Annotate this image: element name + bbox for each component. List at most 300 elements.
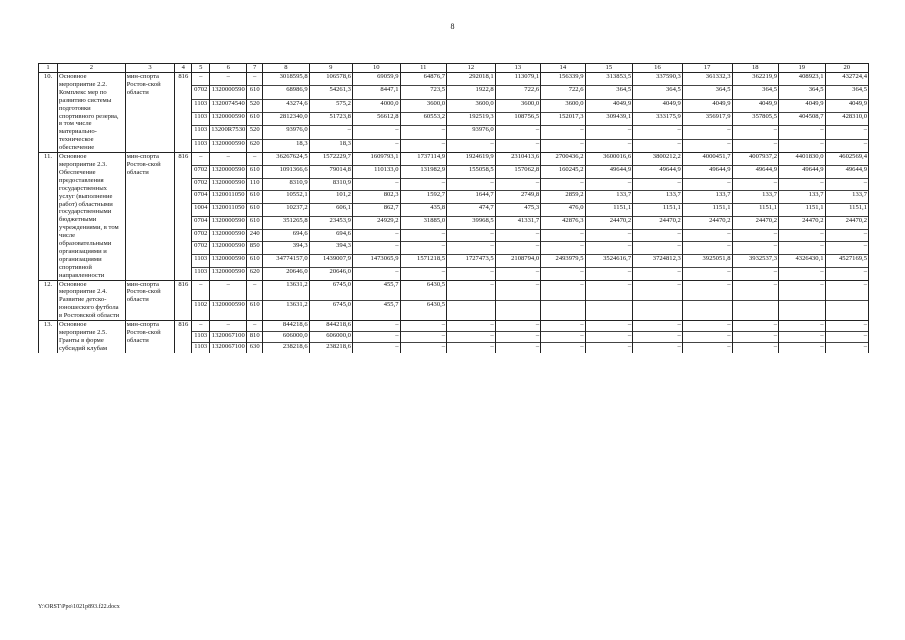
amount-cell: 60553,2 bbox=[400, 113, 447, 126]
amount-cell: 10237,2 bbox=[263, 204, 310, 217]
target-code: 1320000590 bbox=[210, 300, 247, 320]
amount-cell: – bbox=[585, 342, 633, 352]
amount-cell: – bbox=[585, 280, 633, 300]
target-code: 1320000590 bbox=[210, 139, 247, 152]
target-code: 1320000590 bbox=[210, 165, 247, 178]
grbs-code: 816 bbox=[175, 73, 192, 153]
column-number-19: 19 bbox=[779, 64, 826, 73]
measure-description: Основное мероприятие 2.4. Развитие детско-юношеского футбола в Ростовской области bbox=[58, 280, 126, 321]
expense-type-code: 610 bbox=[247, 113, 263, 126]
amount-cell: – bbox=[495, 229, 540, 242]
section-code: – bbox=[192, 153, 210, 166]
amount-cell: 24470,2 bbox=[682, 216, 732, 229]
amount-cell: – bbox=[682, 321, 732, 332]
section-code: 1103 bbox=[192, 332, 210, 343]
row-number: 13. bbox=[39, 321, 58, 353]
section-code: – bbox=[192, 73, 210, 86]
table-row bbox=[39, 153, 869, 166]
amount-cell: – bbox=[633, 242, 683, 255]
amount-cell: 4000,0 bbox=[352, 99, 400, 112]
amount-cell: 238218,6 bbox=[309, 342, 352, 352]
budget-table bbox=[38, 63, 869, 353]
amount-cell: 1572229,7 bbox=[309, 153, 352, 166]
amount-cell: – bbox=[447, 229, 496, 242]
amount-cell: – bbox=[825, 342, 868, 352]
amount-cell: 606000,0 bbox=[263, 332, 310, 343]
amount-cell: 3925051,8 bbox=[682, 255, 732, 268]
amount-cell: 133,7 bbox=[779, 191, 826, 204]
measure-description: Основное мероприятие 2.2. Комплекс мер по развитию системы подготовки спортивного резерва, в том числе материально-техническое обеспечение bbox=[58, 73, 126, 153]
amount-cell: 1151,1 bbox=[732, 204, 779, 217]
amount-cell: – bbox=[541, 332, 585, 343]
target-code: 1320067100 bbox=[210, 342, 247, 352]
amount-cell: 1737114,9 bbox=[400, 153, 447, 166]
column-number-8: 8 bbox=[263, 64, 310, 73]
expense-type-code: 610 bbox=[247, 255, 263, 268]
target-code: – bbox=[210, 153, 247, 166]
amount-cell: – bbox=[447, 139, 496, 152]
amount-cell: 41331,7 bbox=[495, 216, 540, 229]
section-code: 1103 bbox=[192, 255, 210, 268]
target-code: 1320067100 bbox=[210, 332, 247, 343]
amount-cell: 108756,5 bbox=[495, 113, 540, 126]
amount-cell: – bbox=[400, 342, 447, 352]
amount-cell: 10552,1 bbox=[263, 191, 310, 204]
amount-cell: – bbox=[541, 229, 585, 242]
amount-cell: 333175,9 bbox=[633, 113, 683, 126]
amount-cell: – bbox=[732, 139, 779, 152]
amount-cell: – bbox=[541, 321, 585, 332]
amount-cell: – bbox=[633, 139, 683, 152]
amount-cell: 192519,3 bbox=[447, 113, 496, 126]
amount-cell: – bbox=[309, 126, 352, 139]
section-code: 1004 bbox=[192, 204, 210, 217]
amount-cell: 133,7 bbox=[825, 191, 868, 204]
amount-cell: 157062,8 bbox=[495, 165, 540, 178]
expense-type-code: – bbox=[247, 280, 263, 300]
grbs-code: 816 bbox=[175, 280, 192, 321]
amount-cell: 49644,9 bbox=[585, 165, 633, 178]
section-code: 1103 bbox=[192, 126, 210, 139]
amount-cell: – bbox=[825, 242, 868, 255]
amount-cell: 13631,2 bbox=[263, 280, 310, 300]
amount-cell: 2493979,5 bbox=[541, 255, 585, 268]
amount-cell: 4527169,5 bbox=[825, 255, 868, 268]
amount-cell: – bbox=[779, 126, 826, 139]
amount-cell: – bbox=[779, 178, 826, 191]
amount-cell: – bbox=[585, 332, 633, 343]
amount-cell: 93976,0 bbox=[263, 126, 310, 139]
amount-cell: 3524616,7 bbox=[585, 255, 633, 268]
amount-cell: 309439,1 bbox=[585, 113, 633, 126]
amount-cell: – bbox=[585, 178, 633, 191]
section-code: – bbox=[192, 321, 210, 332]
amount-cell: – bbox=[633, 229, 683, 242]
amount-cell: 3018595,8 bbox=[263, 73, 310, 86]
target-code: – bbox=[210, 280, 247, 300]
column-number-13: 13 bbox=[495, 64, 540, 73]
amount-cell: 1151,1 bbox=[779, 204, 826, 217]
amount-cell: – bbox=[495, 267, 540, 280]
column-number-11: 11 bbox=[400, 64, 447, 73]
section-code: 0704 bbox=[192, 216, 210, 229]
target-code: 13200R7530 bbox=[210, 126, 247, 139]
amount-cell: 1644,7 bbox=[447, 191, 496, 204]
amount-cell: 313853,5 bbox=[585, 73, 633, 86]
amount-cell: 133,7 bbox=[732, 191, 779, 204]
section-code: 0702 bbox=[192, 165, 210, 178]
amount-cell: – bbox=[732, 280, 779, 300]
amount-cell: 1151,1 bbox=[682, 204, 732, 217]
expense-type-code: – bbox=[247, 153, 263, 166]
amount-cell: – bbox=[495, 242, 540, 255]
row-number: 11. bbox=[39, 153, 58, 281]
amount-cell: 6745,0 bbox=[309, 280, 352, 300]
amount-cell: – bbox=[541, 178, 585, 191]
amount-cell: – bbox=[779, 332, 826, 343]
row-number: 10. bbox=[39, 73, 58, 153]
amount-cell: 54261,3 bbox=[309, 86, 352, 99]
amount-cell: 24470,2 bbox=[825, 216, 868, 229]
amount-cell: – bbox=[825, 267, 868, 280]
section-code: 1103 bbox=[192, 342, 210, 352]
amount-cell: 1571218,5 bbox=[400, 255, 447, 268]
amount-cell: 1592,7 bbox=[400, 191, 447, 204]
amount-cell: 133,7 bbox=[585, 191, 633, 204]
amount-cell: 24470,2 bbox=[633, 216, 683, 229]
amount-cell: – bbox=[352, 229, 400, 242]
table-body bbox=[39, 73, 869, 353]
column-number-16: 16 bbox=[633, 64, 683, 73]
amount-cell: – bbox=[447, 342, 496, 352]
amount-cell: 4049,9 bbox=[585, 99, 633, 112]
amount-cell: 4049,9 bbox=[633, 99, 683, 112]
amount-cell: – bbox=[495, 332, 540, 343]
amount-cell: 79014,8 bbox=[309, 165, 352, 178]
column-number-18: 18 bbox=[732, 64, 779, 73]
amount-cell: 36267624,5 bbox=[263, 153, 310, 166]
amount-cell: 1091366,6 bbox=[263, 165, 310, 178]
amount-cell: 364,5 bbox=[779, 86, 826, 99]
amount-cell: 49644,9 bbox=[682, 165, 732, 178]
amount-cell: – bbox=[825, 139, 868, 152]
column-number-20: 20 bbox=[825, 64, 868, 73]
amount-cell: 606,1 bbox=[309, 204, 352, 217]
amount-cell: 2310413,6 bbox=[495, 153, 540, 166]
amount-cell: 56612,8 bbox=[352, 113, 400, 126]
target-code: 1320000590 bbox=[210, 242, 247, 255]
amount-cell: 3724812,3 bbox=[633, 255, 683, 268]
expense-type-code: 620 bbox=[247, 267, 263, 280]
amount-cell: 364,5 bbox=[732, 86, 779, 99]
amount-cell: 2108794,0 bbox=[495, 255, 540, 268]
amount-cell: 49644,9 bbox=[732, 165, 779, 178]
amount-cell: 131982,9 bbox=[400, 165, 447, 178]
amount-cell: 4326430,1 bbox=[779, 255, 826, 268]
amount-cell: 2749,8 bbox=[495, 191, 540, 204]
amount-cell: – bbox=[779, 242, 826, 255]
amount-cell: 4401830,0 bbox=[779, 153, 826, 166]
amount-cell: – bbox=[682, 229, 732, 242]
amount-cell bbox=[541, 300, 585, 320]
amount-cell: 694,6 bbox=[263, 229, 310, 242]
amount-cell: 18,3 bbox=[263, 139, 310, 152]
amount-cell: 1609793,1 bbox=[352, 153, 400, 166]
expense-type-code: 610 bbox=[247, 204, 263, 217]
amount-cell: – bbox=[400, 229, 447, 242]
target-code: 1320000590 bbox=[210, 86, 247, 99]
table-row bbox=[39, 280, 869, 300]
expense-type-code: – bbox=[247, 73, 263, 86]
amount-cell: – bbox=[682, 139, 732, 152]
amount-cell: 4049,9 bbox=[825, 99, 868, 112]
amount-cell: 49644,9 bbox=[633, 165, 683, 178]
amount-cell: – bbox=[585, 229, 633, 242]
amount-cell: – bbox=[352, 139, 400, 152]
amount-cell: 2812340,0 bbox=[263, 113, 310, 126]
amount-cell: 1924619,9 bbox=[447, 153, 496, 166]
amount-cell bbox=[633, 300, 683, 320]
amount-cell: – bbox=[732, 242, 779, 255]
amount-cell: 4049,9 bbox=[732, 99, 779, 112]
amount-cell: 23453,9 bbox=[309, 216, 352, 229]
column-number-1: 1 bbox=[39, 64, 58, 73]
amount-cell: 155058,5 bbox=[447, 165, 496, 178]
target-code: 1320011050 bbox=[210, 191, 247, 204]
executor: мин-спорта Ростов-ской области bbox=[125, 321, 175, 353]
amount-cell: 351265,8 bbox=[263, 216, 310, 229]
row-number: 12. bbox=[39, 280, 58, 321]
expense-type-code: 630 bbox=[247, 342, 263, 352]
amount-cell: – bbox=[779, 342, 826, 352]
amount-cell: 68986,9 bbox=[263, 86, 310, 99]
amount-cell: 34774157,0 bbox=[263, 255, 310, 268]
amount-cell: 6430,5 bbox=[400, 300, 447, 320]
amount-cell: – bbox=[633, 332, 683, 343]
amount-cell: 4000451,7 bbox=[682, 153, 732, 166]
amount-cell bbox=[732, 300, 779, 320]
section-code: – bbox=[192, 280, 210, 300]
amount-cell: – bbox=[400, 242, 447, 255]
amount-cell: 364,5 bbox=[633, 86, 683, 99]
amount-cell: – bbox=[732, 229, 779, 242]
column-number-15: 15 bbox=[585, 64, 633, 73]
amount-cell: 1151,1 bbox=[585, 204, 633, 217]
expense-type-code: 610 bbox=[247, 165, 263, 178]
amount-cell: – bbox=[447, 332, 496, 343]
amount-cell bbox=[585, 300, 633, 320]
amount-cell: – bbox=[541, 267, 585, 280]
amount-cell: – bbox=[541, 342, 585, 352]
amount-cell: – bbox=[400, 267, 447, 280]
amount-cell: 93976,0 bbox=[447, 126, 496, 139]
amount-cell: 152017,3 bbox=[541, 113, 585, 126]
amount-cell: – bbox=[495, 126, 540, 139]
amount-cell: 364,5 bbox=[585, 86, 633, 99]
amount-cell: – bbox=[447, 267, 496, 280]
target-code: 1320000590 bbox=[210, 113, 247, 126]
amount-cell: 110133,0 bbox=[352, 165, 400, 178]
section-code: 1103 bbox=[192, 99, 210, 112]
amount-cell bbox=[447, 300, 496, 320]
amount-cell: 133,7 bbox=[682, 191, 732, 204]
amount-cell: – bbox=[682, 242, 732, 255]
amount-cell: – bbox=[633, 267, 683, 280]
column-number-2: 2 bbox=[58, 64, 126, 73]
column-number-7: 7 bbox=[247, 64, 263, 73]
amount-cell: 394,3 bbox=[309, 242, 352, 255]
amount-cell: – bbox=[732, 178, 779, 191]
amount-cell: 49644,9 bbox=[779, 165, 826, 178]
amount-cell: 4049,9 bbox=[779, 99, 826, 112]
grbs-code: 816 bbox=[175, 321, 192, 353]
amount-cell: 292018,1 bbox=[447, 73, 496, 86]
amount-cell: – bbox=[400, 321, 447, 332]
executor: мин-спорта Ростов-ской области bbox=[125, 280, 175, 321]
measure-description: Основное мероприятие 2.5. Гранты в форме субсидий клубам bbox=[58, 321, 126, 353]
expense-type-code: 610 bbox=[247, 86, 263, 99]
amount-cell: 364,5 bbox=[682, 86, 732, 99]
amount-cell bbox=[825, 300, 868, 320]
amount-cell: 432724,4 bbox=[825, 73, 868, 86]
amount-cell: – bbox=[825, 321, 868, 332]
target-code: 1320011050 bbox=[210, 204, 247, 217]
amount-cell: – bbox=[400, 139, 447, 152]
amount-cell: 42876,3 bbox=[541, 216, 585, 229]
amount-cell: 455,7 bbox=[352, 280, 400, 300]
amount-cell: – bbox=[447, 178, 496, 191]
amount-cell: 39968,5 bbox=[447, 216, 496, 229]
column-number-10: 10 bbox=[352, 64, 400, 73]
amount-cell: 474,7 bbox=[447, 204, 496, 217]
amount-cell: – bbox=[779, 321, 826, 332]
amount-cell: – bbox=[633, 280, 683, 300]
amount-cell: – bbox=[495, 139, 540, 152]
amount-cell: 394,3 bbox=[263, 242, 310, 255]
amount-cell: – bbox=[352, 242, 400, 255]
amount-cell: – bbox=[633, 178, 683, 191]
amount-cell: 101,2 bbox=[309, 191, 352, 204]
amount-cell: 4007937,2 bbox=[732, 153, 779, 166]
header-row bbox=[39, 64, 869, 73]
amount-cell: 1727473,5 bbox=[447, 255, 496, 268]
file-path-footer: Y:\ORST\Ppo\1021p893.f22.docx bbox=[38, 604, 120, 610]
amount-cell: 113079,1 bbox=[495, 73, 540, 86]
amount-cell: – bbox=[732, 126, 779, 139]
amount-cell: – bbox=[400, 332, 447, 343]
amount-cell: – bbox=[732, 321, 779, 332]
amount-cell: – bbox=[495, 178, 540, 191]
grbs-code: 816 bbox=[175, 153, 192, 281]
amount-cell: 8310,9 bbox=[309, 178, 352, 191]
expense-type-code: – bbox=[247, 321, 263, 332]
column-number-4: 4 bbox=[175, 64, 192, 73]
amount-cell: 160245,2 bbox=[541, 165, 585, 178]
amount-cell: – bbox=[352, 126, 400, 139]
amount-cell: 404508,7 bbox=[779, 113, 826, 126]
amount-cell: 18,3 bbox=[309, 139, 352, 152]
amount-cell: – bbox=[352, 321, 400, 332]
amount-cell: 4602569,4 bbox=[825, 153, 868, 166]
amount-cell: – bbox=[779, 280, 826, 300]
amount-cell: 606000,0 bbox=[309, 332, 352, 343]
amount-cell: 455,7 bbox=[352, 300, 400, 320]
section-code: 0704 bbox=[192, 191, 210, 204]
section-code: 1103 bbox=[192, 267, 210, 280]
amount-cell: – bbox=[352, 332, 400, 343]
target-code: – bbox=[210, 321, 247, 332]
amount-cell: – bbox=[825, 332, 868, 343]
amount-cell: – bbox=[732, 342, 779, 352]
amount-cell: 4049,9 bbox=[682, 99, 732, 112]
amount-cell: 723,5 bbox=[400, 86, 447, 99]
expense-type-code: 110 bbox=[247, 178, 263, 191]
amount-cell: 2700436,2 bbox=[541, 153, 585, 166]
amount-cell: 3600,0 bbox=[495, 99, 540, 112]
amount-cell: – bbox=[541, 139, 585, 152]
table-row bbox=[39, 321, 869, 332]
executor: мин-спорта Ростов-ской области bbox=[125, 73, 175, 153]
amount-cell bbox=[682, 300, 732, 320]
amount-cell: 51723,8 bbox=[309, 113, 352, 126]
target-code: 1320074540 bbox=[210, 99, 247, 112]
amount-cell: – bbox=[495, 280, 540, 300]
amount-cell bbox=[495, 300, 540, 320]
amount-cell: 3600,0 bbox=[400, 99, 447, 112]
amount-cell: – bbox=[400, 178, 447, 191]
amount-cell: – bbox=[825, 178, 868, 191]
target-code: 1320000590 bbox=[210, 229, 247, 242]
amount-cell: 1439007,9 bbox=[309, 255, 352, 268]
amount-cell: – bbox=[541, 126, 585, 139]
amount-cell: – bbox=[825, 126, 868, 139]
executor: мин-спорта Ростов-ской области bbox=[125, 153, 175, 281]
amount-cell: 1922,8 bbox=[447, 86, 496, 99]
amount-cell: 694,6 bbox=[309, 229, 352, 242]
amount-cell: 361332,3 bbox=[682, 73, 732, 86]
amount-cell: 1473065,9 bbox=[352, 255, 400, 268]
column-number-14: 14 bbox=[541, 64, 585, 73]
amount-cell: – bbox=[585, 126, 633, 139]
amount-cell: – bbox=[633, 342, 683, 352]
amount-cell: 8447,1 bbox=[352, 86, 400, 99]
target-code: 1320000590 bbox=[210, 267, 247, 280]
expense-type-code: 850 bbox=[247, 242, 263, 255]
amount-cell: 238218,6 bbox=[263, 342, 310, 352]
amount-cell: 8310,9 bbox=[263, 178, 310, 191]
amount-cell bbox=[779, 300, 826, 320]
amount-cell: 3932537,3 bbox=[732, 255, 779, 268]
target-code: – bbox=[210, 73, 247, 86]
section-code: 0702 bbox=[192, 242, 210, 255]
amount-cell: 356917,9 bbox=[682, 113, 732, 126]
amount-cell: 337590,3 bbox=[633, 73, 683, 86]
amount-cell: 722,6 bbox=[495, 86, 540, 99]
amount-cell: 722,6 bbox=[541, 86, 585, 99]
section-code: 0702 bbox=[192, 178, 210, 191]
amount-cell: – bbox=[682, 332, 732, 343]
column-number-3: 3 bbox=[125, 64, 175, 73]
page-number: 8 bbox=[450, 22, 455, 31]
amount-cell: 43274,6 bbox=[263, 99, 310, 112]
amount-cell: 24470,2 bbox=[585, 216, 633, 229]
amount-cell: 64876,7 bbox=[400, 73, 447, 86]
amount-cell: 3600,0 bbox=[541, 99, 585, 112]
column-number-5: 5 bbox=[192, 64, 210, 73]
amount-cell: 24929,2 bbox=[352, 216, 400, 229]
amount-cell: – bbox=[541, 280, 585, 300]
amount-cell: 435,8 bbox=[400, 204, 447, 217]
